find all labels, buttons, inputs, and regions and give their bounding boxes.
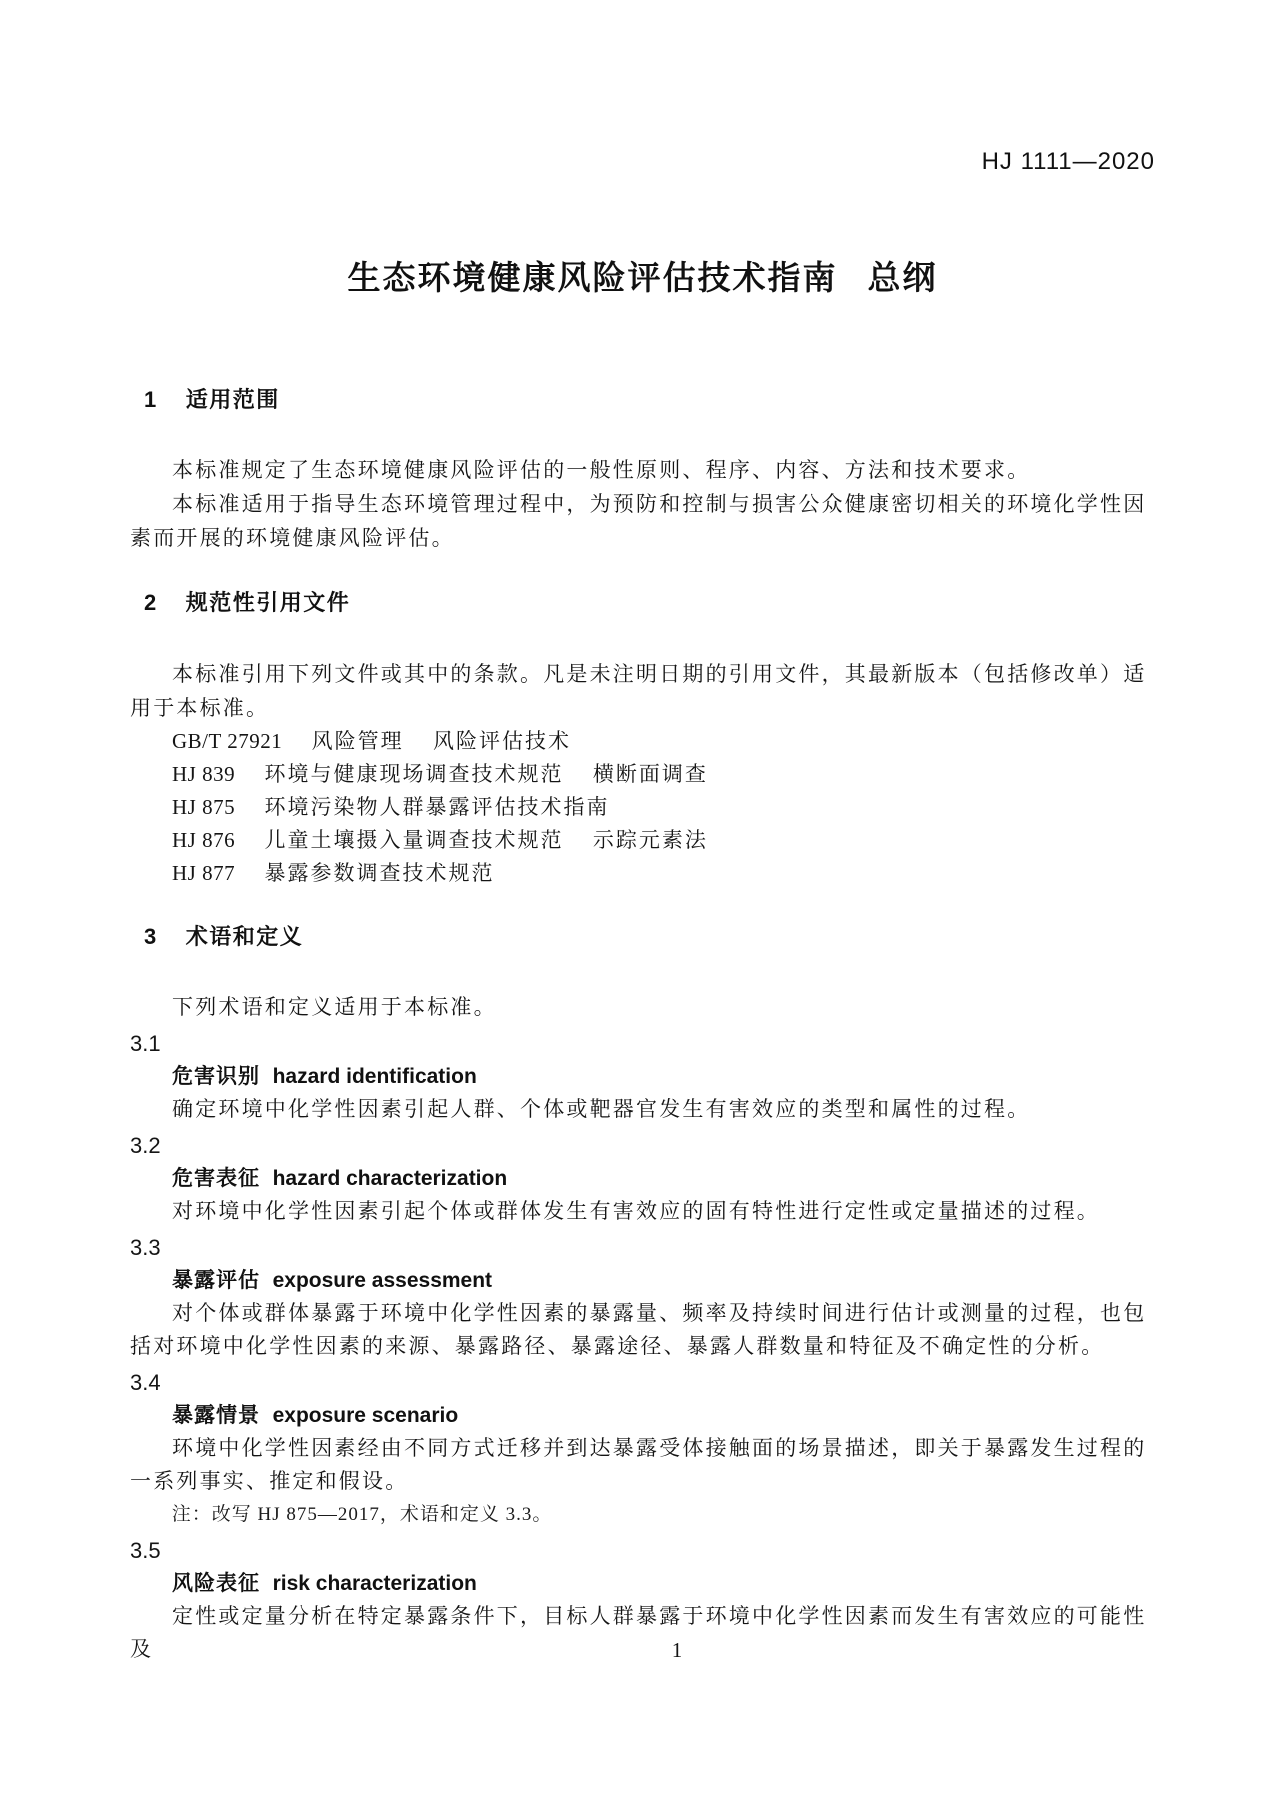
reference-title: 暴露参数调查技术规范 <box>264 861 495 885</box>
reference-code: HJ 875 <box>172 795 236 819</box>
term-definition: 对环境中化学性因素引起个体或群体发生有害效应的固有特性进行定性或定量描述的过程。 <box>172 1199 1100 1223</box>
term-name-zh: 暴露评估 <box>172 1269 260 1292</box>
term-name-en: hazard characterization <box>272 1167 508 1190</box>
term-name-en: hazard identification <box>272 1065 477 1088</box>
section-1-paragraph-1: 本标准规定了生态环境健康风险评估的一般性原则、程序、内容、方法和技术要求。 <box>172 458 1031 482</box>
term-name-zh: 暴露情景 <box>172 1404 260 1427</box>
section-2-heading <box>144 588 1155 618</box>
term-name <box>130 1399 1155 1432</box>
reference-subtitle: 横断面调查 <box>592 762 708 786</box>
term-number: 3.2 <box>130 1133 161 1158</box>
term-block <box>130 1129 1155 1228</box>
term-name <box>130 1162 1155 1195</box>
reference-item <box>130 791 1155 824</box>
term-name-zh: 危害表征 <box>172 1167 260 1190</box>
section-1-paragraph-2: 本标准适用于指导生态环境管理过程中，为预防和控制与损害公众健康密切相关的环境化学性因素而开展的环境健康风险评估。 <box>130 492 1147 550</box>
document-title-main: 生态环境健康风险评估技术指南 <box>347 259 838 296</box>
standard-number: HJ 1111—2020 <box>981 148 1155 175</box>
reference-title: 风险管理 <box>311 729 404 753</box>
term-number: 3.1 <box>130 1031 161 1056</box>
section-2-paragraph-1: 本标准引用下列文件或其中的条款。凡是未注明日期的引用文件，其最新版本（包括修改单）适用于本标准。 <box>130 662 1147 720</box>
reference-code: HJ 839 <box>172 762 236 786</box>
reference-title: 环境污染物人群暴露评估技术指南 <box>264 795 610 819</box>
term-name-en: exposure scenario <box>272 1404 459 1427</box>
term-block <box>130 1027 1155 1126</box>
section-3-title: 术语和定义 <box>185 924 304 949</box>
reference-subtitle: 风险评估技术 <box>433 729 571 753</box>
term-note: 注：改写 HJ 875—2017，术语和定义 3.3。 <box>171 1504 553 1525</box>
page-number: 1 <box>671 1638 683 1662</box>
term-number: 3.3 <box>130 1235 161 1260</box>
section-1-title: 适用范围 <box>185 387 280 412</box>
section-3-heading <box>144 922 1155 952</box>
reference-title: 环境与健康现场调查技术规范 <box>264 762 564 786</box>
document-title-suffix: 总纲 <box>867 259 938 296</box>
document-title <box>130 258 1155 298</box>
term-definition: 定性或定量分析在特定暴露条件下，目标人群暴露于环境中化学性因素而发生有害效应的可能性及 <box>130 1604 1147 1661</box>
reference-item <box>130 725 1155 758</box>
term-name <box>130 1567 1155 1600</box>
reference-code: HJ 877 <box>172 861 236 885</box>
term-name <box>130 1060 1155 1093</box>
section-2-number: 2 <box>144 590 158 615</box>
term-name-zh: 风险表征 <box>172 1572 260 1595</box>
term-name-en: risk characterization <box>272 1572 477 1595</box>
term-name-zh: 危害识别 <box>172 1065 260 1088</box>
section-2-title: 规范性引用文件 <box>185 590 351 615</box>
section-1-heading <box>144 385 1155 415</box>
section-3-intro: 下列术语和定义适用于本标准。 <box>172 995 497 1019</box>
page-content <box>130 0 1155 1666</box>
reference-item <box>130 857 1155 890</box>
term-number: 3.4 <box>130 1370 161 1395</box>
term-block <box>130 1366 1155 1531</box>
reference-code: GB/T 27921 <box>172 729 283 753</box>
term-definition: 环境中化学性因素经由不同方式迁移并到达暴露受体接触面的场景描述，即关于暴露发生过程的一系列事实、推定和假设。 <box>130 1436 1147 1493</box>
reference-item <box>130 758 1155 791</box>
reference-subtitle: 示踪元素法 <box>592 828 708 852</box>
term-name <box>130 1264 1155 1297</box>
section-1-number: 1 <box>144 387 158 412</box>
term-definition: 对个体或群体暴露于环境中化学性因素的暴露量、频率及持续时间进行估计或测量的过程，也包括对环境中化学性因素的来源、暴露路径、暴露途径、暴露人群数量和特征及不确定性的分析。 <box>130 1301 1147 1358</box>
reference-item <box>130 824 1155 857</box>
term-block <box>130 1231 1155 1363</box>
term-definition: 确定环境中化学性因素引起人群、个体或靶器官发生有害效应的类型和属性的过程。 <box>172 1097 1031 1121</box>
reference-code: HJ 876 <box>172 828 236 852</box>
term-name-en: exposure assessment <box>272 1269 493 1292</box>
term-number: 3.5 <box>130 1538 161 1563</box>
section-3-number: 3 <box>144 924 158 949</box>
reference-title: 儿童土壤摄入量调查技术规范 <box>264 828 564 852</box>
